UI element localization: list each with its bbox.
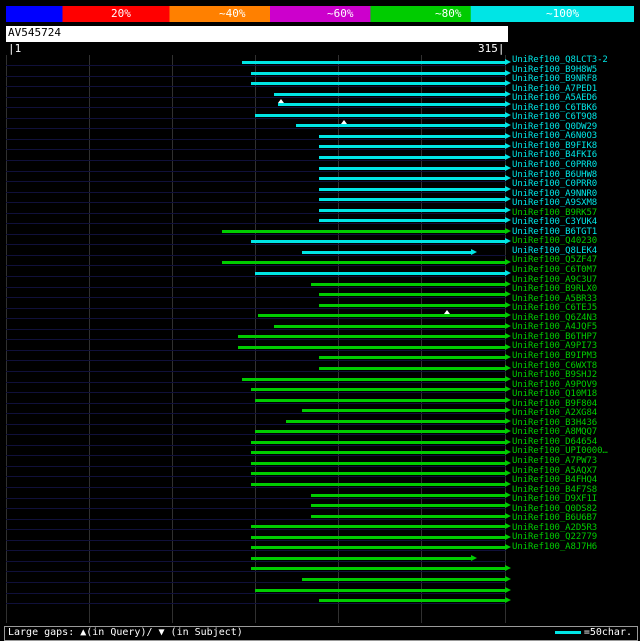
hit-label[interactable]: UniRef100_A9PI73 xyxy=(512,341,598,352)
hit-direction-arrow-icon xyxy=(505,207,511,213)
hit-direction-arrow-icon xyxy=(505,397,511,403)
hit-label[interactable]: UniRef100_B9H8W5 xyxy=(512,64,598,75)
hit-direction-arrow-icon xyxy=(505,513,511,519)
hit-direction-arrow-icon xyxy=(505,407,511,413)
row-gridline xyxy=(6,97,506,98)
hit-segment xyxy=(274,93,505,96)
hit-label[interactable]: UniRef100_B9F804 xyxy=(512,398,598,409)
hit-segment xyxy=(238,335,505,338)
row-gridline xyxy=(6,571,506,572)
row-gridline xyxy=(6,318,506,319)
hit-segment xyxy=(296,124,505,127)
row-gridline xyxy=(6,171,506,172)
hit-label[interactable]: UniRef100_A8MQQ7 xyxy=(512,427,598,438)
hit-bar[interactable] xyxy=(6,378,506,381)
hit-bar[interactable] xyxy=(6,578,506,581)
hit-bar[interactable] xyxy=(6,589,506,592)
hit-direction-arrow-icon xyxy=(505,112,511,118)
row-gridline xyxy=(6,234,506,235)
hit-segment xyxy=(302,578,505,581)
hit-segment xyxy=(258,314,505,317)
hit-bar[interactable] xyxy=(6,314,506,317)
hit-label[interactable]: UniRef100_B3H436 xyxy=(512,417,598,428)
hit-direction-arrow-icon xyxy=(505,270,511,276)
hit-bar[interactable] xyxy=(6,261,506,264)
row-gridline xyxy=(6,382,506,383)
hit-label[interactable]: UniRef100_A2D5R3 xyxy=(512,522,598,533)
hit-direction-arrow-icon xyxy=(505,91,511,97)
hit-segment xyxy=(319,219,505,222)
hit-segment xyxy=(319,145,505,148)
row-gridline xyxy=(6,360,506,361)
hit-label[interactable]: UniRef100_B9SHJ2 xyxy=(512,370,598,381)
hit-segment xyxy=(251,451,505,454)
hit-segment xyxy=(319,209,505,212)
hit-label[interactable]: UniRef100_A8J7H6 xyxy=(512,541,598,552)
hit-segment xyxy=(286,420,505,423)
hit-segment xyxy=(251,525,505,528)
row-gridline xyxy=(6,498,506,499)
hit-bar[interactable] xyxy=(6,599,506,602)
hit-segment xyxy=(251,388,505,391)
query-bar[interactable] xyxy=(6,26,508,42)
hit-direction-arrow-icon xyxy=(505,428,511,434)
row-gridline xyxy=(6,244,506,245)
hit-segment xyxy=(319,356,505,359)
hit-label[interactable]: UniRef100_Q5ZF47 xyxy=(512,255,598,266)
hit-direction-arrow-icon xyxy=(505,597,511,603)
hit-bar[interactable] xyxy=(6,283,506,286)
hit-bar[interactable] xyxy=(6,103,506,106)
hit-label[interactable]: UniRef100_A9POV9 xyxy=(512,379,598,390)
hit-bar[interactable] xyxy=(6,335,506,338)
scale-ruler-icon xyxy=(555,631,581,634)
query-end-coord: 315| xyxy=(478,42,505,55)
row-gridline xyxy=(6,508,506,509)
row-gridline xyxy=(6,413,506,414)
hit-segment xyxy=(319,198,505,201)
hit-label[interactable]: UniRef100_A7PW73 xyxy=(512,455,598,466)
hit-bar[interactable] xyxy=(6,230,506,233)
hit-label[interactable]: UniRef100_A5BR33 xyxy=(512,293,598,304)
hit-direction-arrow-icon xyxy=(505,386,511,392)
hit-bar[interactable] xyxy=(6,219,506,222)
scale-legend xyxy=(555,627,632,639)
hit-label[interactable]: UniRef100_C6T9Q8 xyxy=(512,112,598,123)
hit-bar[interactable] xyxy=(6,430,506,433)
hit-label[interactable]: UniRef100_A4JQF5 xyxy=(512,322,598,333)
hit-bar[interactable] xyxy=(6,135,506,138)
hit-segment xyxy=(251,483,505,486)
hit-bar[interactable] xyxy=(6,451,506,454)
hit-direction-arrow-icon xyxy=(505,154,511,160)
row-gridline xyxy=(6,265,506,266)
hit-label[interactable]: UniRef100_B6TGT1 xyxy=(512,226,598,237)
hit-direction-arrow-icon xyxy=(505,312,511,318)
row-gridline xyxy=(6,76,506,77)
hit-label[interactable]: UniRef100_C6TEJ5 xyxy=(512,303,598,314)
hit-bar[interactable] xyxy=(6,293,506,296)
hit-label[interactable]: UniRef100_B9FIK8 xyxy=(512,140,598,151)
row-gridline xyxy=(6,476,506,477)
query-gap-marker-icon xyxy=(444,310,450,314)
hit-direction-arrow-icon xyxy=(505,492,511,498)
hit-label[interactable]: UniRef100_Q10M18 xyxy=(512,389,598,400)
hit-direction-arrow-icon xyxy=(505,354,511,360)
hit-direction-arrow-icon xyxy=(471,555,477,561)
hit-label[interactable]: UniRef100_Q8LEK4 xyxy=(512,245,598,256)
row-gridline xyxy=(6,255,506,256)
hit-bar[interactable] xyxy=(6,462,506,465)
hit-bar[interactable] xyxy=(6,546,506,549)
hit-segment xyxy=(255,272,505,275)
hit-label[interactable]: UniRef100_D64654 xyxy=(512,436,598,447)
hit-direction-arrow-icon xyxy=(505,59,511,65)
hit-bar[interactable] xyxy=(6,420,506,423)
hit-segment xyxy=(251,240,505,243)
hit-bar[interactable] xyxy=(6,346,506,349)
hit-direction-arrow-icon xyxy=(505,281,511,287)
hit-bar[interactable] xyxy=(6,557,506,560)
hit-bar[interactable] xyxy=(6,93,506,96)
hit-bar[interactable] xyxy=(6,82,506,85)
hit-segment xyxy=(319,177,505,180)
row-gridline xyxy=(6,308,506,309)
hit-bar[interactable] xyxy=(6,272,506,275)
query-gap-marker-icon xyxy=(278,99,284,103)
hit-segment xyxy=(311,515,505,518)
hit-segment xyxy=(319,367,505,370)
hit-segment xyxy=(242,378,505,381)
hit-bar[interactable] xyxy=(6,399,506,402)
hit-label[interactable]: UniRef100_B4FHQ4 xyxy=(512,475,598,486)
row-gridline xyxy=(6,540,506,541)
hit-direction-arrow-icon xyxy=(505,238,511,244)
row-gridline xyxy=(6,550,506,551)
query-id: AV545724 xyxy=(8,26,61,39)
hit-bar[interactable] xyxy=(6,61,506,64)
hit-segment xyxy=(274,325,505,328)
query-gap-marker-icon xyxy=(341,120,347,124)
row-gridline xyxy=(6,287,506,288)
hit-segment xyxy=(319,156,505,159)
hit-segment xyxy=(319,293,505,296)
hit-direction-arrow-icon xyxy=(505,365,511,371)
legend-tick-3: ~80% xyxy=(435,7,462,20)
hit-direction-arrow-icon xyxy=(505,291,511,297)
hit-direction-arrow-icon xyxy=(505,143,511,149)
hit-segment xyxy=(251,557,471,560)
hit-bar[interactable] xyxy=(6,483,506,486)
row-gridline xyxy=(6,86,506,87)
hit-label[interactable]: UniRef100_D9XF1I xyxy=(512,494,598,505)
hit-bar[interactable] xyxy=(6,209,506,212)
hit-direction-arrow-icon xyxy=(505,344,511,350)
hit-label[interactable]: UniRef100_A6N0O3 xyxy=(512,131,598,142)
hit-direction-arrow-icon xyxy=(505,418,511,424)
row-gridline xyxy=(6,466,506,467)
hit-bar[interactable] xyxy=(6,325,506,328)
hit-segment xyxy=(222,261,505,264)
hit-direction-arrow-icon xyxy=(505,481,511,487)
hit-direction-arrow-icon xyxy=(505,101,511,107)
row-gridline xyxy=(6,455,506,456)
hit-direction-arrow-icon xyxy=(505,565,511,571)
hit-direction-arrow-icon xyxy=(505,523,511,529)
row-gridline xyxy=(6,213,506,214)
hit-label[interactable]: UniRef100_Q40230 xyxy=(512,236,598,247)
hit-direction-arrow-icon xyxy=(505,186,511,192)
row-gridline xyxy=(6,593,506,594)
row-gridline xyxy=(6,561,506,562)
row-gridline xyxy=(6,149,506,150)
hit-direction-arrow-icon xyxy=(505,302,511,308)
scale-legend-text: =50char. xyxy=(583,627,632,638)
hit-label[interactable]: UniRef100_B6UHW8 xyxy=(512,169,598,180)
hit-label[interactable]: UniRef100_A9NNR0 xyxy=(512,188,598,199)
row-gridline xyxy=(6,582,506,583)
hit-label[interactable]: UniRef100_B6THP7 xyxy=(512,331,598,342)
row-gridline xyxy=(6,139,506,140)
gap-legend-text: Large gaps: ▲(in Query)/ ▼ (in Subject) xyxy=(8,627,243,638)
hit-segment xyxy=(251,567,505,570)
hit-label[interactable]: UniRef100_UPI0000… xyxy=(512,446,608,457)
hit-label[interactable]: UniRef100_A7PED1 xyxy=(512,83,598,94)
hit-label[interactable]: UniRef100_C6WXT8 xyxy=(512,360,598,371)
identity-gradient-bar xyxy=(6,6,634,22)
row-gridline xyxy=(6,329,506,330)
hit-label[interactable]: UniRef100_C6TBK6 xyxy=(512,102,598,113)
row-gridline xyxy=(6,392,506,393)
legend-tick-0: 20% xyxy=(111,7,131,20)
hit-direction-arrow-icon xyxy=(505,439,511,445)
hit-direction-arrow-icon xyxy=(505,133,511,139)
hit-bar[interactable] xyxy=(6,167,506,170)
hit-segment xyxy=(319,167,505,170)
hit-direction-arrow-icon xyxy=(505,217,511,223)
hit-label[interactable]: UniRef100_C0PRR0 xyxy=(512,160,598,171)
hit-segment xyxy=(302,251,471,254)
hit-label[interactable]: UniRef100_B9RK57 xyxy=(512,207,598,218)
hit-direction-arrow-icon xyxy=(505,228,511,234)
row-gridline xyxy=(6,339,506,340)
hit-segment xyxy=(319,599,505,602)
row-gridline xyxy=(6,445,506,446)
row-gridline xyxy=(6,223,506,224)
hit-segment xyxy=(255,430,505,433)
hit-direction-arrow-icon xyxy=(505,460,511,466)
hit-label[interactable]: UniRef100_B6U6B7 xyxy=(512,513,598,524)
row-gridline xyxy=(6,118,506,119)
hit-label[interactable]: UniRef100_Q22779 xyxy=(512,532,598,543)
hit-label[interactable]: UniRef100_Q8LCT3-2 xyxy=(512,55,608,65)
hit-direction-arrow-icon xyxy=(505,502,511,508)
hit-label[interactable]: UniRef100_B9NRF8 xyxy=(512,74,598,85)
hit-bar[interactable] xyxy=(6,494,506,497)
hit-segment xyxy=(319,188,505,191)
hit-bar[interactable] xyxy=(6,177,506,180)
hit-bar[interactable] xyxy=(6,536,506,539)
hit-label[interactable]: UniRef100_A5AQX7 xyxy=(512,465,598,476)
alignment-plot xyxy=(6,55,506,623)
hit-segment xyxy=(311,494,505,497)
hit-direction-arrow-icon xyxy=(505,196,511,202)
hit-segment xyxy=(251,546,505,549)
hit-direction-arrow-icon xyxy=(505,259,511,265)
row-gridline xyxy=(6,403,506,404)
hit-segment xyxy=(251,72,505,75)
row-gridline xyxy=(6,181,506,182)
row-gridline xyxy=(6,371,506,372)
hit-direction-arrow-icon xyxy=(505,587,511,593)
hit-direction-arrow-icon xyxy=(505,80,511,86)
hit-label[interactable]: UniRef100_A5AED6 xyxy=(512,93,598,104)
hit-segment xyxy=(255,399,505,402)
hit-bar[interactable] xyxy=(6,251,506,254)
hit-label[interactable]: UniRef100_C3YUK4 xyxy=(512,217,598,228)
hit-bar[interactable] xyxy=(6,145,506,148)
hit-bar[interactable] xyxy=(6,304,506,307)
hit-bar[interactable] xyxy=(6,472,506,475)
row-gridline xyxy=(6,65,506,66)
hit-segment xyxy=(242,61,505,64)
hit-segment xyxy=(251,462,505,465)
hit-segment xyxy=(251,472,505,475)
hit-bar[interactable] xyxy=(6,441,506,444)
hit-segment xyxy=(319,135,505,138)
hit-direction-arrow-icon xyxy=(505,165,511,171)
row-gridline xyxy=(6,107,506,108)
hit-segment xyxy=(238,346,505,349)
hit-direction-arrow-icon xyxy=(505,333,511,339)
hit-segment xyxy=(311,504,505,507)
hit-bar[interactable] xyxy=(6,388,506,391)
hit-bar[interactable] xyxy=(6,567,506,570)
row-gridline xyxy=(6,128,506,129)
hit-label[interactable]: UniRef100_C0PRR0 xyxy=(512,179,598,190)
row-gridline xyxy=(6,519,506,520)
row-gridline xyxy=(6,529,506,530)
row-gridline xyxy=(6,487,506,488)
hit-bar[interactable] xyxy=(6,114,506,117)
hit-bar[interactable] xyxy=(6,240,506,243)
hit-label[interactable]: UniRef100_B4F7S8 xyxy=(512,484,598,495)
row-gridline xyxy=(6,434,506,435)
hit-label[interactable]: UniRef100_A9SXM8 xyxy=(512,198,598,209)
hit-bar[interactable] xyxy=(6,504,506,507)
legend-tick-1: ~40% xyxy=(219,7,246,20)
hit-bar[interactable] xyxy=(6,515,506,518)
row-gridline xyxy=(6,202,506,203)
query-start-coord: |1 xyxy=(8,42,22,55)
hit-segment xyxy=(251,441,505,444)
hit-direction-arrow-icon xyxy=(505,534,511,540)
hit-segment xyxy=(255,589,505,592)
row-gridline xyxy=(6,276,506,277)
row-gridline xyxy=(6,297,506,298)
hit-bar[interactable] xyxy=(6,409,506,412)
hit-bar[interactable] xyxy=(6,525,506,528)
row-gridline xyxy=(6,424,506,425)
hit-label[interactable]: UniRef100_Q0DS82 xyxy=(512,503,598,514)
hit-label[interactable]: UniRef100_A2XG84 xyxy=(512,408,598,419)
hit-direction-arrow-icon xyxy=(505,376,511,382)
hit-segment xyxy=(319,304,505,307)
hit-direction-arrow-icon xyxy=(505,576,511,582)
hit-direction-arrow-icon xyxy=(505,544,511,550)
hit-label[interactable]: UniRef100_B9RLX0 xyxy=(512,284,598,295)
hit-bar[interactable] xyxy=(6,188,506,191)
hit-label[interactable]: UniRef100_Q0DW29 xyxy=(512,121,598,132)
hit-segment xyxy=(255,114,505,117)
legend-tick-2: ~60% xyxy=(327,7,354,20)
row-gridline xyxy=(6,350,506,351)
hit-label[interactable]: UniRef100_B9IPM3 xyxy=(512,350,598,361)
hit-label[interactable]: UniRef100_Q6Z4N3 xyxy=(512,312,598,323)
hit-segment xyxy=(302,409,505,412)
row-gridline xyxy=(6,160,506,161)
hit-direction-arrow-icon xyxy=(505,449,511,455)
hit-direction-arrow-icon xyxy=(505,323,511,329)
hit-label[interactable]: UniRef100_B4FKI6 xyxy=(512,150,598,161)
hit-label-list xyxy=(512,55,640,552)
row-gridline xyxy=(6,192,506,193)
hit-bar[interactable] xyxy=(6,198,506,201)
hit-segment xyxy=(251,82,505,85)
hit-bar[interactable] xyxy=(6,124,506,127)
hit-segment xyxy=(222,230,505,233)
hit-segment xyxy=(251,536,505,539)
hit-bar[interactable] xyxy=(6,367,506,370)
hit-label[interactable]: UniRef100_C6T0M7 xyxy=(512,265,598,276)
hit-bar[interactable] xyxy=(6,72,506,75)
hit-segment xyxy=(278,103,505,106)
hit-segment xyxy=(311,283,505,286)
hit-direction-arrow-icon xyxy=(505,70,511,76)
hit-direction-arrow-icon xyxy=(471,249,477,255)
legend-tick-4: ~100% xyxy=(546,7,580,20)
hit-bar[interactable] xyxy=(6,356,506,359)
identity-legend xyxy=(6,6,634,22)
hit-direction-arrow-icon xyxy=(505,470,511,476)
hit-direction-arrow-icon xyxy=(505,175,511,181)
row-gridline xyxy=(6,603,506,604)
hit-bar[interactable] xyxy=(6,156,506,159)
hit-direction-arrow-icon xyxy=(505,122,511,128)
hit-label[interactable]: UniRef100_A9C3U7 xyxy=(512,274,598,285)
